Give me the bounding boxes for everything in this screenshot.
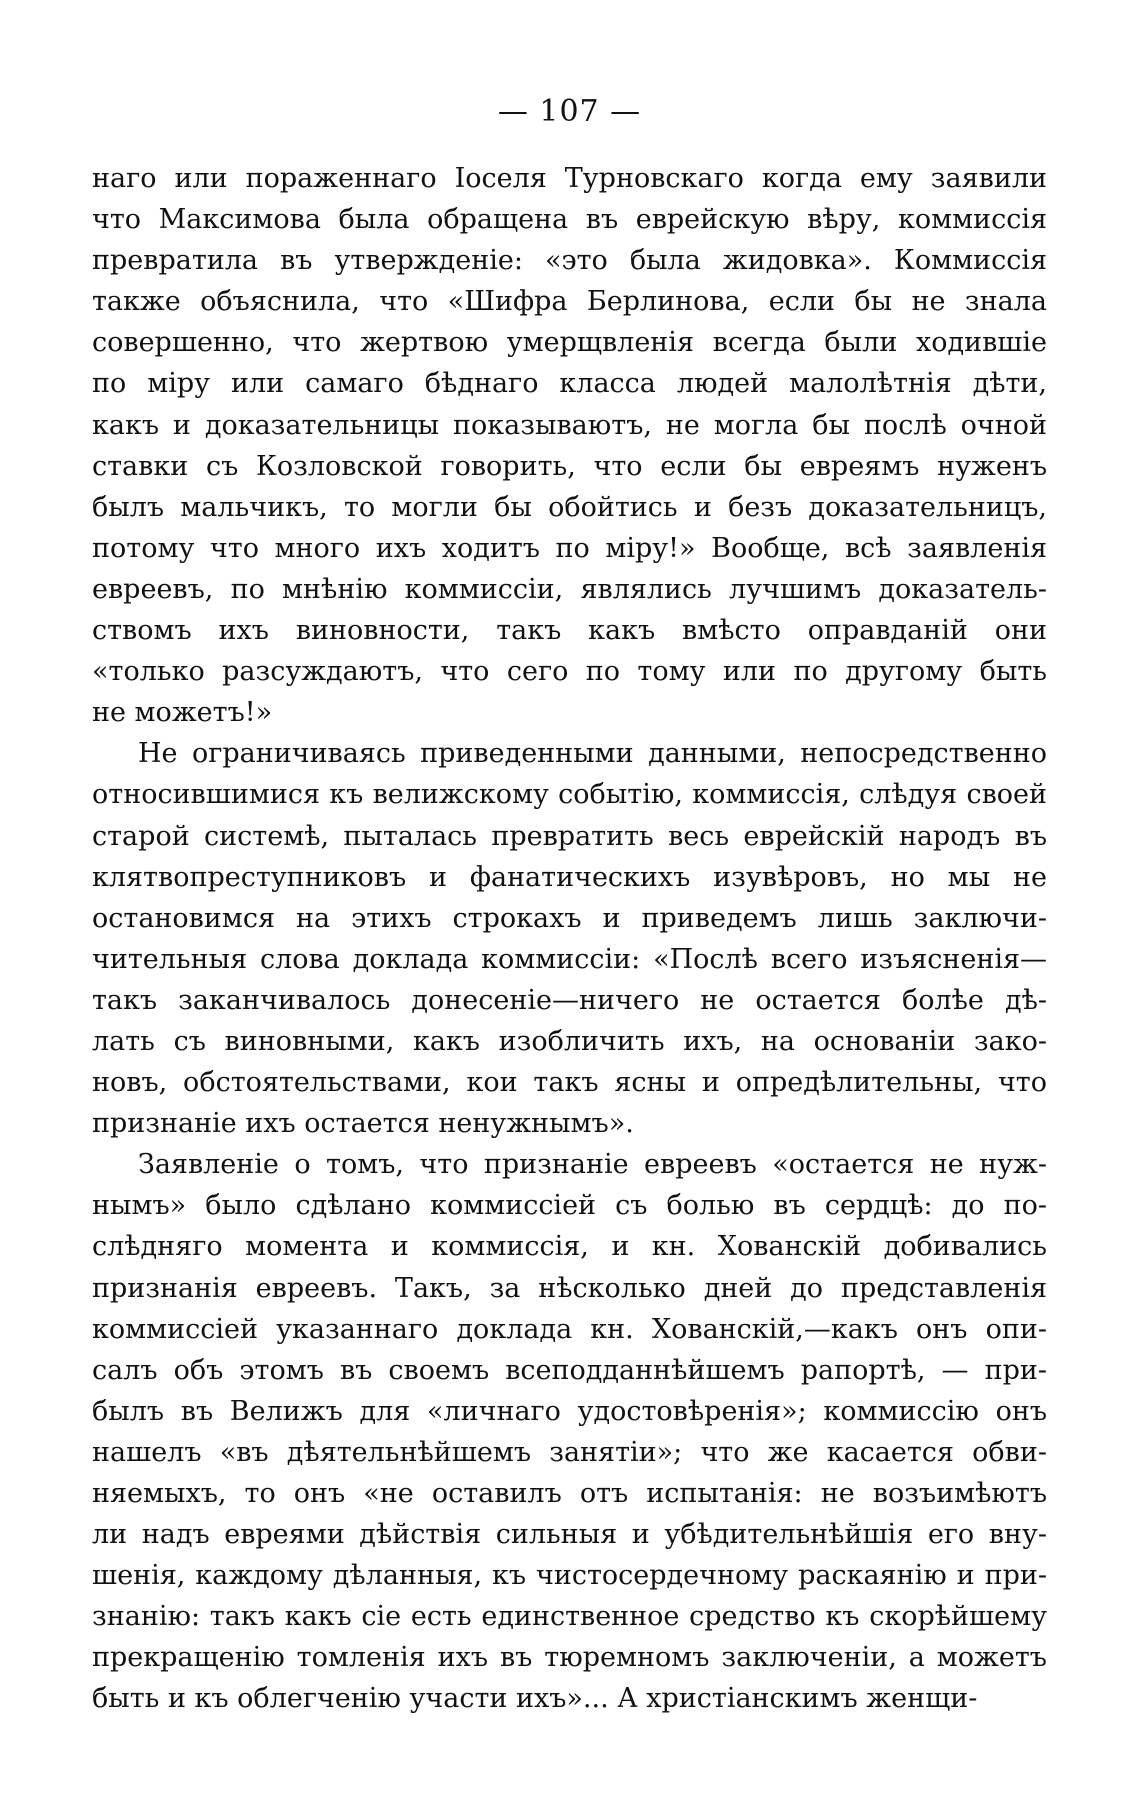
paragraph-3 (92, 1144, 1047, 1719)
text-line: былъ мальчикъ, то могли бы обойтись и безъ доказательницъ, (92, 491, 1047, 523)
text-line: коммиссіей указаннаго доклада кн. Хованскій,—какъ онъ опи- (92, 1313, 1047, 1345)
text-line: нымъ» было сдѣлано коммиссіей съ болью въ сердцѣ: до по- (92, 1190, 1047, 1222)
paragraph-2 (92, 733, 1047, 1144)
text-line: знанію: такъ какъ сіе есть единственное средство къ скорѣйшему (92, 1601, 1047, 1633)
text-line: потому что много ихъ ходитъ по міру!» Вообще, всѣ заявленія (92, 532, 1047, 564)
text-line: ствомъ ихъ виновности, такъ какъ вмѣсто оправданій они (92, 615, 1047, 647)
text-line: шенія, каждому дѣланныя, къ чистосердечному раскаянію и при- (92, 1560, 1047, 1592)
text-line: ставки съ Козловской говорить, что если бы евреямъ нуженъ (92, 450, 1047, 482)
text-line: нашелъ «въ дѣятельнѣйшемъ занятіи»; что же касается обви- (92, 1436, 1047, 1468)
book-page (92, 0, 1047, 1794)
page-number: — 107 — (497, 94, 642, 129)
body-text (92, 158, 1047, 1720)
text-line: евреевъ, по мнѣнію коммиссіи, являлись лучшимъ доказатель- (92, 573, 1047, 605)
text-line: клятвопреступниковъ и фанатическихъ изувѣровъ, но мы не (92, 861, 1047, 893)
text-line: старой системѣ, пыталась превратить весь еврейскій народъ въ (92, 820, 1047, 852)
text-line: относившимися къ велижскому событію, коммиссія, слѣдуя своей (92, 779, 1047, 811)
text-line: наго или пораженнаго Іоселя Турновскаго когда ему заявили (92, 163, 1047, 194)
text-line: не можетъ!» (92, 697, 273, 729)
text-line: по міру или самаго бѣднаго класса людей малолѣтнія дѣти, (92, 368, 1047, 400)
text-line: совершенно, что жертвою умерщвленія всегда были ходившіе (92, 327, 1047, 359)
text-line: признанія евреевъ. Такъ, за нѣсколько дней до представленія (92, 1272, 1047, 1304)
text-line: салъ объ этомъ въ своемъ всеподданнѣйшемъ рапортѣ, — при- (92, 1354, 1047, 1386)
text-line: превратила въ утвержденіе: «это была жидовка». Коммиссія (92, 245, 1047, 277)
text-line: прекращенію томленія ихъ въ тюремномъ заключеніи, а можетъ (92, 1642, 1047, 1674)
text-line: слѣдняго момента и коммиссія, и кн. Хованскій добивались (92, 1231, 1047, 1263)
text-line: признаніе ихъ остается ненужнымъ». (92, 1108, 634, 1140)
text-line: былъ въ Велижъ для «личнаго удостовѣренія»; коммиссію онъ (92, 1395, 1047, 1427)
text-line: быть и къ облегченію участи ихъ»... А христіанскимъ женщи- (92, 1683, 978, 1715)
text-line: остановимся на этихъ строкахъ и приведемъ лишь заключи- (92, 902, 1047, 934)
text-line: Не ограничиваясь приведенными данными, непосредственно (138, 738, 1047, 770)
text-line: также объяснила, что «Шифра Берлинова, если бы не знала (92, 286, 1047, 318)
text-line: «только разсуждаютъ, что сего по тому или по другому быть (92, 656, 1047, 688)
text-line: чительныя слова доклада коммиссіи: «Послѣ всего изъясненія— (92, 943, 1047, 975)
text-line: лать съ виновными, какъ изобличить ихъ, на основаніи зако- (92, 1025, 1047, 1057)
text-line: такъ заканчивалось донесеніе—ничего не остается болѣе дѣ- (92, 984, 1047, 1016)
text-line: ли надъ евреями дѣйствія сильныя и убѣдительнѣйшія его вну- (92, 1519, 1047, 1551)
text-line: что Максимова была обращена въ еврейскую вѣру, коммиссія (92, 204, 1047, 236)
text-line: Заявленіе о томъ, что признаніе евреевъ «остается не нуж- (138, 1149, 1047, 1181)
text-line: какъ и доказательницы показываютъ, не могла бы послѣ очной (92, 409, 1047, 441)
paragraph-1 (92, 158, 1047, 733)
text-line: няемыхъ, то онъ «не оставилъ отъ испытанія: не возъимѣютъ (92, 1478, 1047, 1509)
text-line: новъ, обстоятельствами, кои такъ ясны и опредѣлительны, что (92, 1067, 1047, 1099)
